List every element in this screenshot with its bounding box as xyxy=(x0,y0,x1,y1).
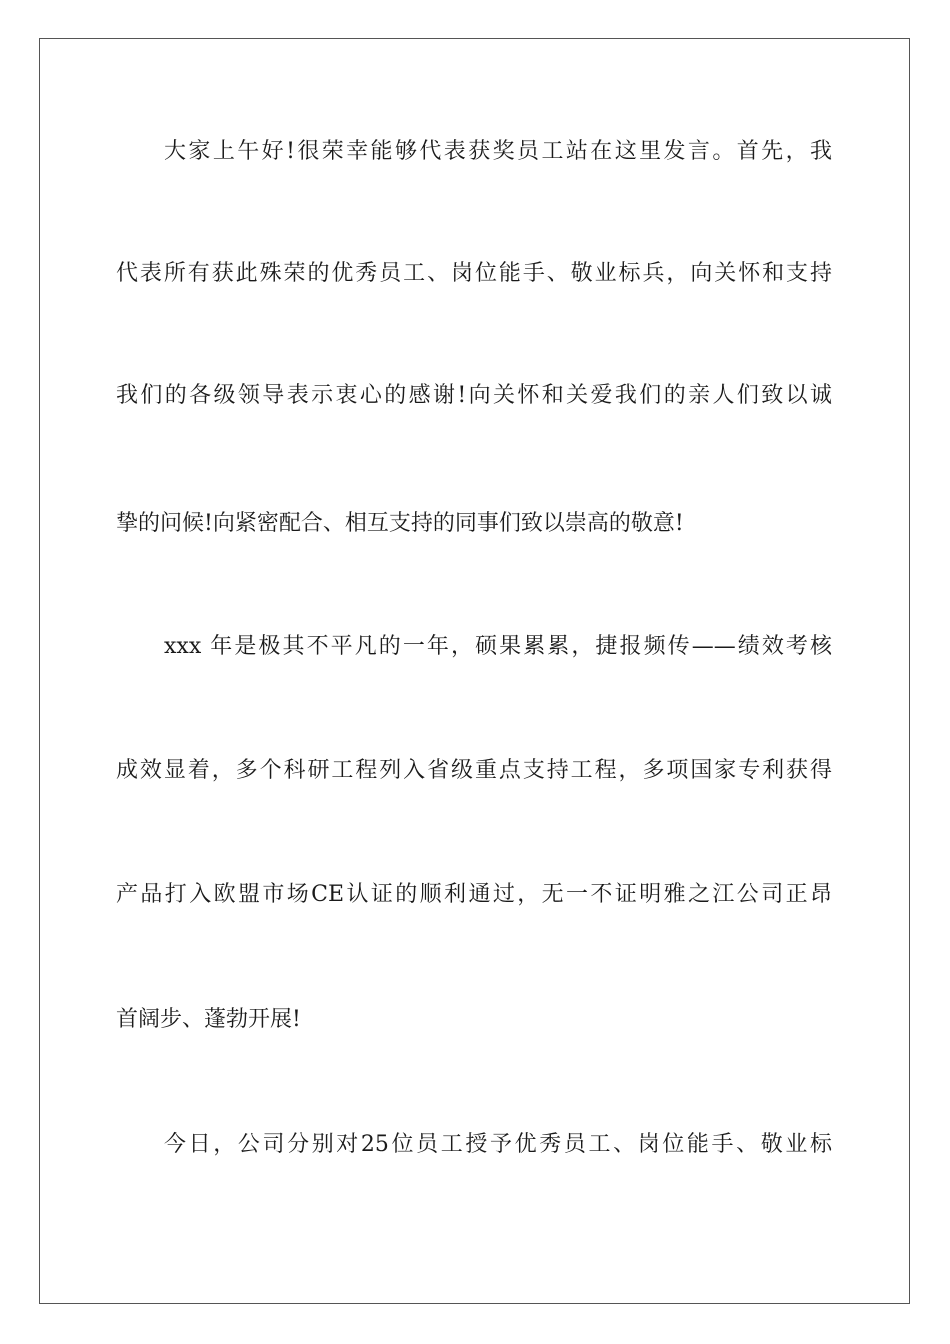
paragraph-3-line-1: 今日，公司分别对25位员工授予优秀员工、岗位能手、敬业标 xyxy=(164,1132,832,1157)
paragraph-1-line-3: 我们的各级领导表示衷心的感谢!向关怀和关爱我们的亲人们致以诚 xyxy=(116,383,832,408)
paragraph-2-line-2: 成效显着，多个科研工程列入省级重点支持工程，多项国家专利获得 xyxy=(116,758,832,783)
page-frame xyxy=(39,38,910,1304)
paragraph-2-line-1: xxx 年是极其不平凡的一年，硕果累累，捷报频传——绩效考核 xyxy=(164,634,832,659)
paragraph-1-line-2: 代表所有获此殊荣的优秀员工、岗位能手、敬业标兵，向关怀和支持 xyxy=(116,261,832,286)
paragraph-1-line-1: 大家上午好!很荣幸能够代表获奖员工站在这里发言。首先，我 xyxy=(164,139,832,164)
paragraph-1-line-4: 挚的问候!向紧密配合、相互支持的同事们致以崇高的敬意! xyxy=(116,511,684,536)
paragraph-2-line-4: 首阔步、蓬勃开展! xyxy=(116,1007,301,1032)
paragraph-2-line-3: 产品打入欧盟市场CE认证的顺利通过，无一不证明雅之江公司正昂 xyxy=(116,882,832,907)
